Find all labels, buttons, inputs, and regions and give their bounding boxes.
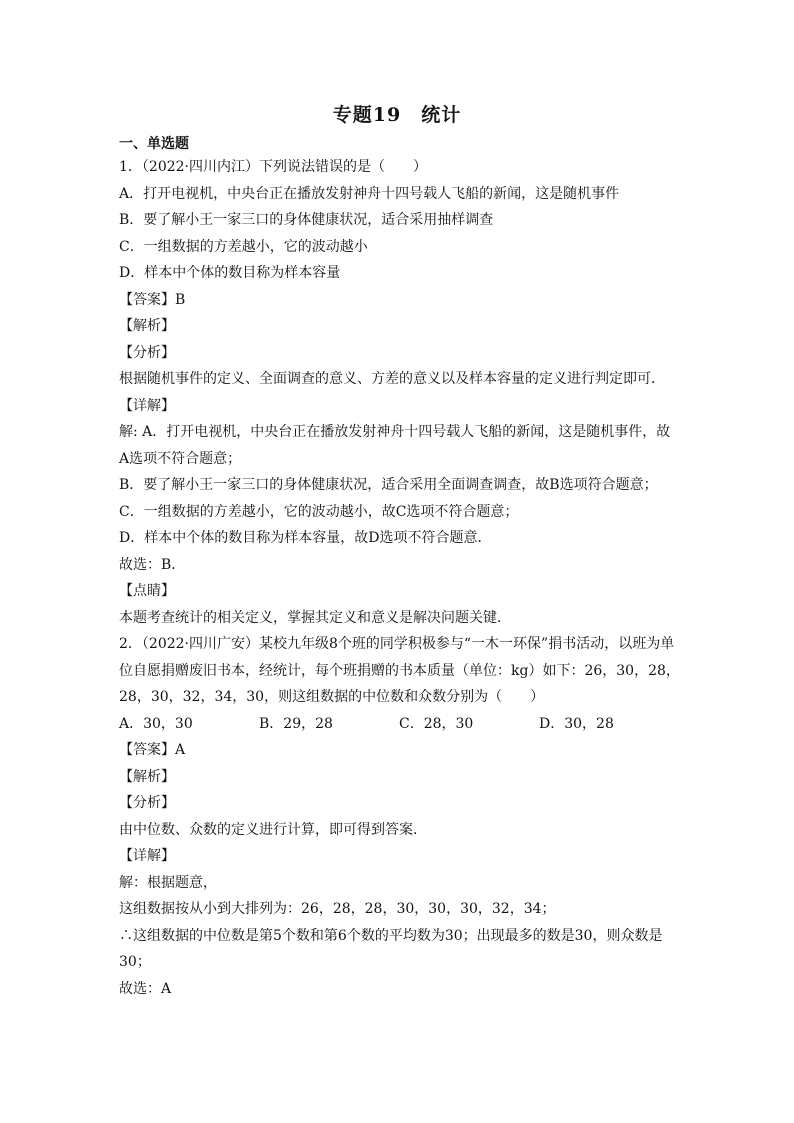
question-1-fenxi-text: 根据随机事件的定义、全面调查的意义、方差的意义以及样本容量的定义进行判定即可． <box>119 371 665 387</box>
question-2-stem-line: 28，30，32，34，30，则这组数据的中位数和众数分别为（ ） <box>119 689 545 705</box>
question-1-detail-line: 故选：B． <box>119 556 186 573</box>
question-2-stem-line: 位自愿捐赠废旧书本，经统计，每个班捐赠的书本质量（单位：kg）如下：26，30，28， <box>119 662 680 679</box>
document-body <box>119 134 679 1002</box>
question-2-option-a: A．30，30 <box>119 715 193 732</box>
question-1-jiexi-label: 【解析】 <box>119 318 175 334</box>
section-heading: 一、单选题 <box>119 136 189 152</box>
question-1-detail-line: B．要了解小王一家三口的身体健康状况，适合采用全面调查调查，故B选项符合题意； <box>119 477 658 493</box>
question-2-detail-line: ∴这组数据的中位数是第5个数和第6个数的平均数为30；出现最多的数是30，则众数是 <box>119 927 663 944</box>
question-2-detail-line: 故选：A <box>119 980 172 997</box>
question-1-option-b: B．要了解小王一家三口的身体健康状况，适合采用抽样调查 <box>119 212 494 228</box>
question-2-detail-line: 这组数据按从小到大排列为：26，28，28，30，30，30，32，34； <box>119 901 556 917</box>
question-1-option-d: D．样本中个体的数目称为样本容量 <box>119 265 341 281</box>
question-1-fenxi-label: 【分析】 <box>119 344 175 361</box>
question-2-jiexi-label: 【解析】 <box>119 768 175 785</box>
question-2-xiangjie-label: 【详解】 <box>119 848 175 864</box>
question-1-dianjing-text: 本题考查统计的相关定义，掌握其定义和意义是解决问题关键． <box>119 609 511 626</box>
question-2-detail-line: 30； <box>119 954 151 970</box>
question-2-stem-line: 2．（2022·四川广安）某校九年级8个班的同学积极参与“一木一环保”捐书活动，以班为单 <box>119 636 675 652</box>
question-2-detail-line: 解：根据题意， <box>119 874 217 891</box>
question-2-option-c: C．28，30 <box>399 715 474 732</box>
question-2-fenxi-label: 【分析】 <box>119 795 175 811</box>
question-1-detail-line: C．一组数据的方差越小，它的波动越小，故C选项不符合题意； <box>119 503 519 520</box>
question-2-options <box>119 711 679 738</box>
question-2 <box>119 631 679 1002</box>
question-2-option-b: B．29，28 <box>259 715 333 732</box>
question-1-detail-line: D．样本中个体的数目称为样本容量，故D选项不符合题意． <box>119 530 492 546</box>
question-1-detail-line: 解: A．打开电视机，中央台正在播放发射神舟十四号载人飞船的新闻，这是随机事件，故 <box>119 424 671 440</box>
question-1-xiangjie-label: 【详解】 <box>119 397 175 414</box>
page-title: 专题19 统计 <box>332 104 462 126</box>
question-1 <box>119 154 679 631</box>
question-2-option-d: D．30，28 <box>539 715 614 732</box>
question-2-answer: 【答案】A <box>119 742 186 758</box>
question-1-detail-line: A选项不符合题意； <box>119 450 242 467</box>
question-2-fenxi-text: 由中位数、众数的定义进行计算，即可得到答案． <box>119 821 427 838</box>
question-1-dianjing-label: 【点睛】 <box>119 583 175 599</box>
question-1-option-a: A．打开电视机，中央台正在播放发射神舟十四号载人飞船的新闻，这是随机事件 <box>119 185 620 202</box>
question-1-answer: 【答案】B <box>119 291 186 308</box>
question-1-option-c: C．一组数据的方差越小，它的波动越小 <box>119 238 368 255</box>
question-1-stem: 1．（2022·四川内江）下列说法错误的是（ ） <box>119 159 427 175</box>
